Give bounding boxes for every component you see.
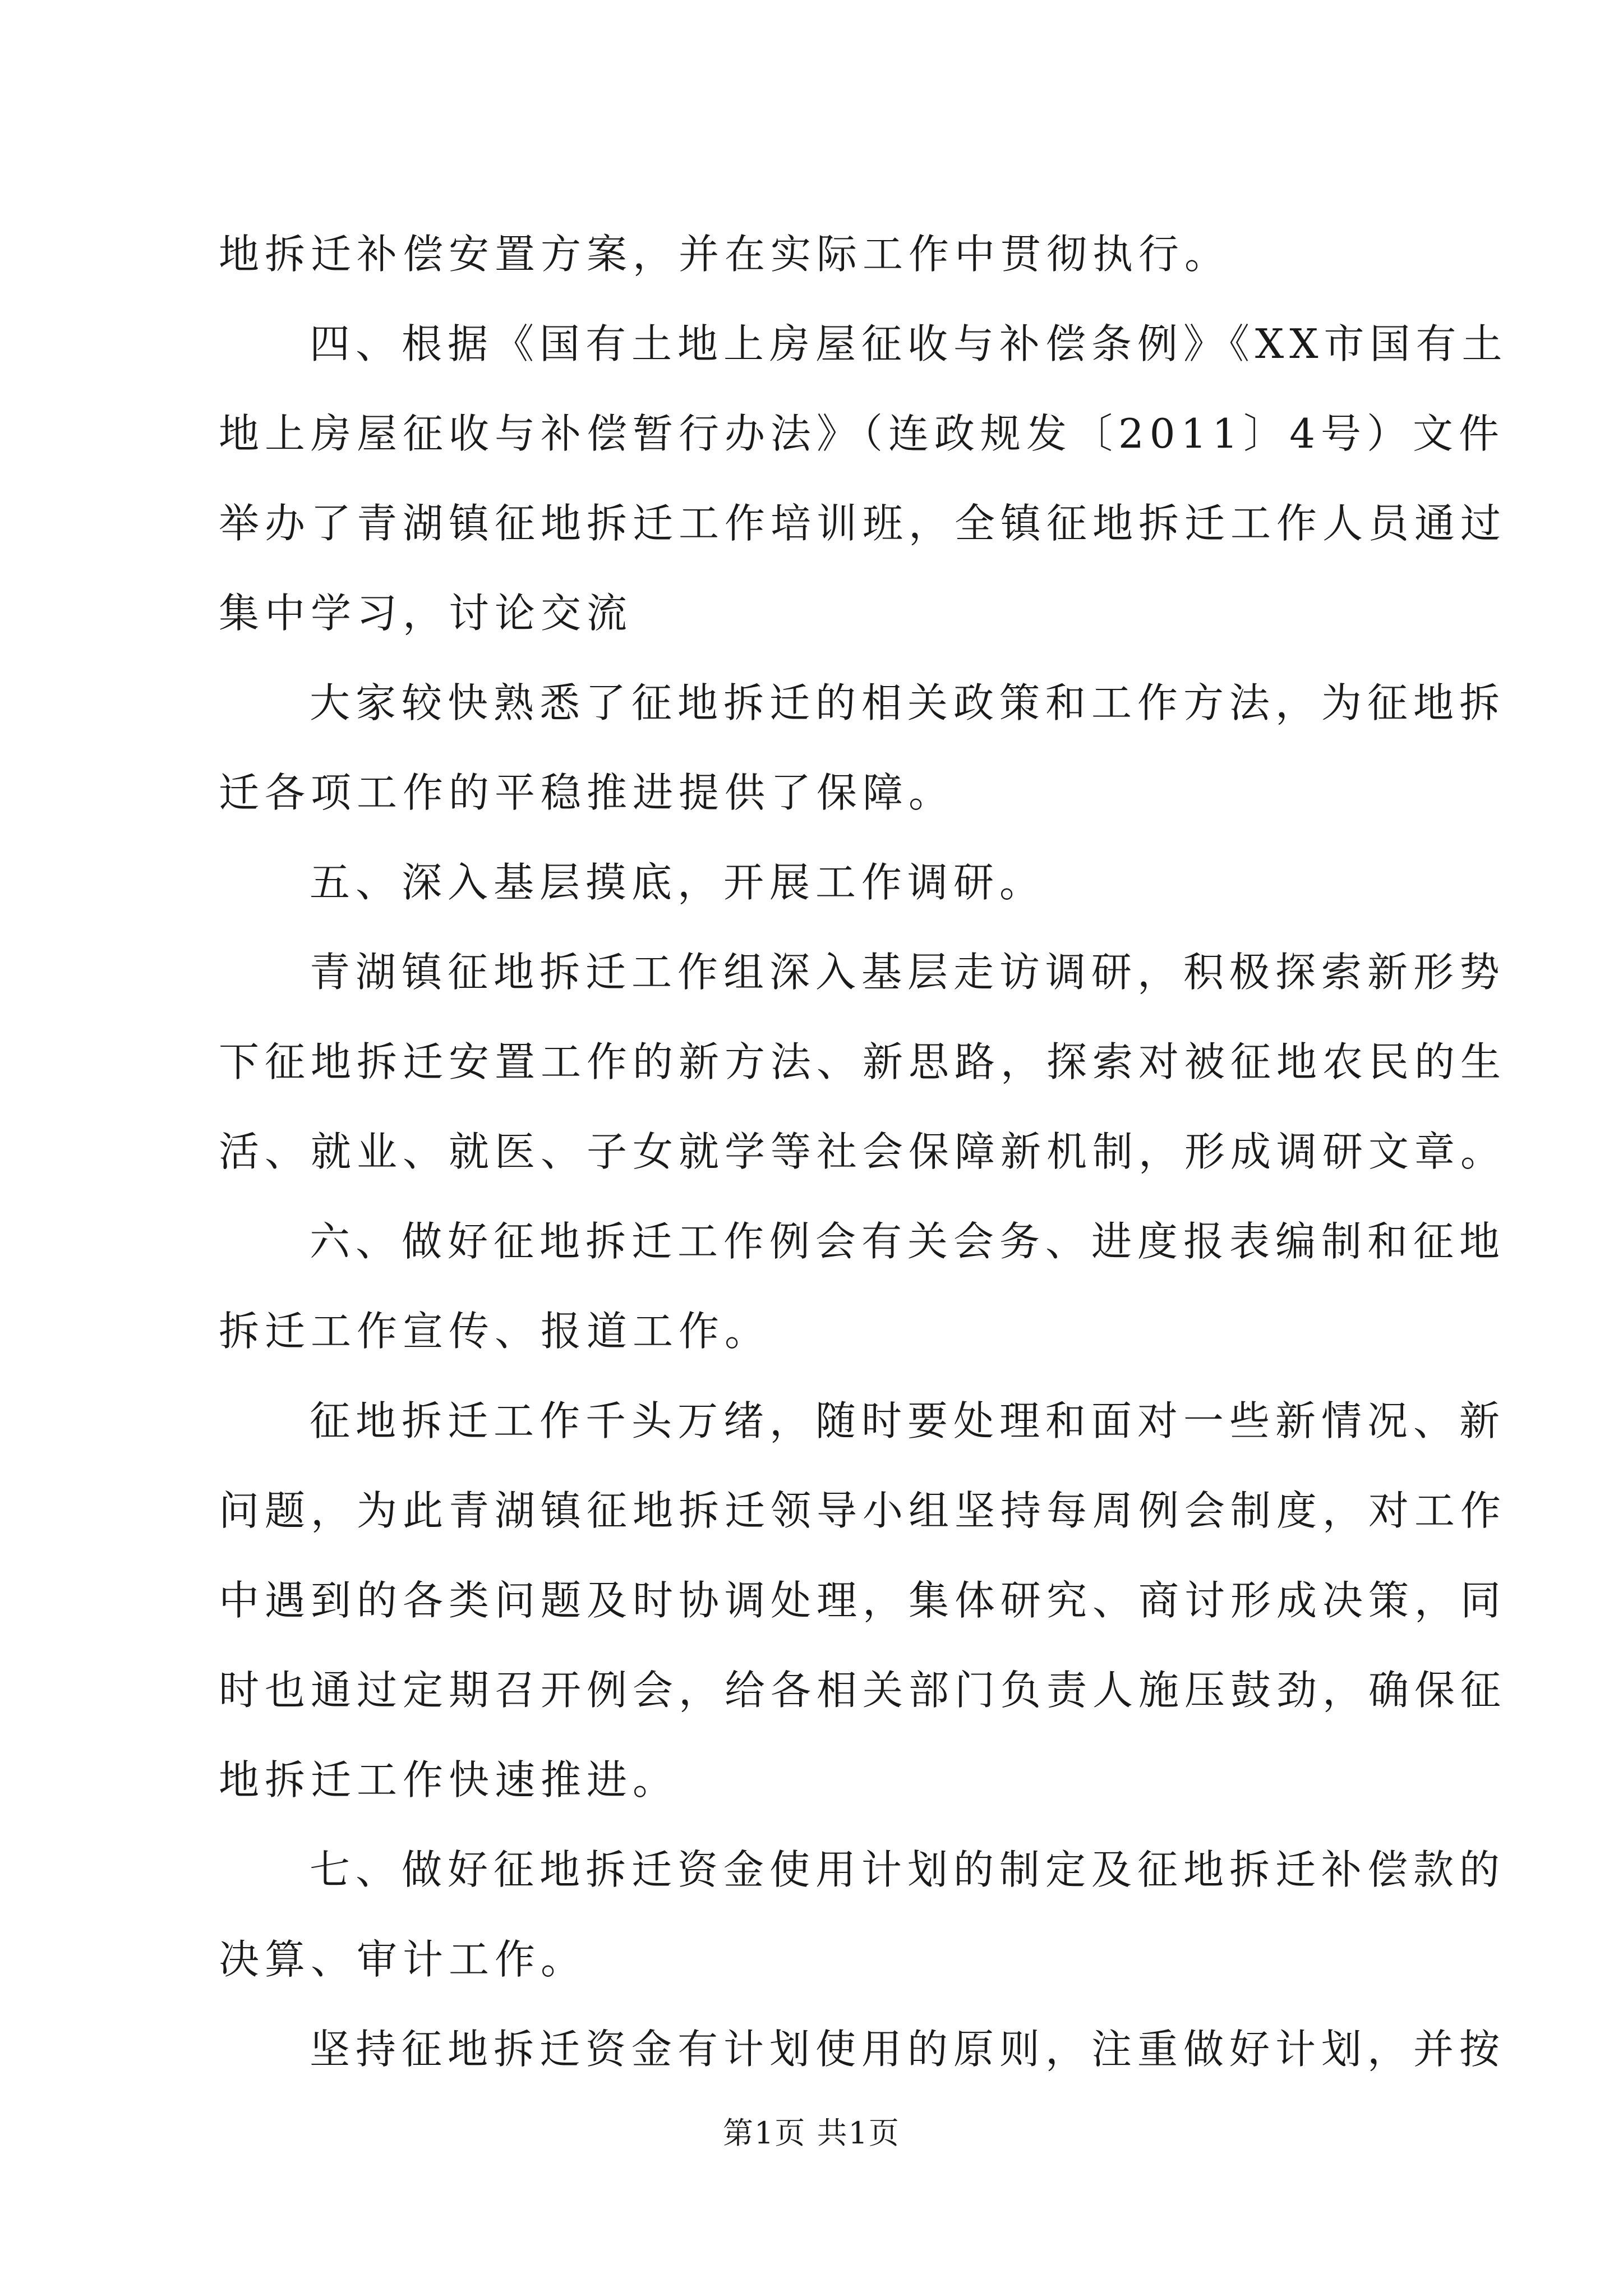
text-line: 决算、审计工作。 [219,1936,587,1983]
text-line: 地拆迁补偿安置方案，并在实际工作中贯彻执行。 [219,231,1231,278]
text-line: 举办了青湖镇征地拆迁工作培训班，全镇征地拆迁工作人员通过 [219,500,1507,547]
page-footer: 第1页 共1页 [723,2115,900,2151]
text-line: 时也通过定期召开例会，给各相关部门负责人施压鼓劲，确保征 [219,1667,1507,1714]
text-line: 坚持征地拆迁资金有计划使用的原则，注重做好计划，并按 [310,2026,1506,2073]
section-heading: 七、做好征地拆迁资金使用计划的制定及征地拆迁补偿款的 [310,1846,1506,1893]
text-line: 征地拆迁工作千头万绪，随时要处理和面对一些新情况、新 [310,1397,1506,1444]
text-line: 地上房屋征收与补偿暂行办法》（连政规发〔2011〕4号）文件 [219,410,1505,457]
text-line: 问题，为此青湖镇征地拆迁领导小组坚持每周例会制度，对工作 [219,1487,1507,1534]
text-line: 青湖镇征地拆迁工作组深入基层走访调研，积极探索新形势 [310,949,1506,996]
text-line: 中遇到的各类问题及时协调处理，集体研究、商讨形成决策，同 [219,1577,1507,1624]
text-line: 迁各项工作的平稳推进提供了保障。 [219,769,955,816]
section-heading: 五、深入基层摸底，开展工作调研。 [310,859,1046,906]
section-heading: 六、做好征地拆迁工作例会有关会务、进度报表编制和征地 [310,1218,1506,1265]
text-line: 下征地拆迁安置工作的新方法、新思路，探索对被征地农民的生 [219,1038,1507,1085]
text-line: 大家较快熟悉了征地拆迁的相关政策和工作方法，为征地拆 [310,679,1506,726]
text-line: 地拆迁工作快速推进。 [219,1756,679,1803]
text-line: 集中学习，讨论交流 [219,590,633,637]
text-line: 活、就业、就医、子女就学等社会保障新机制，形成调研文章。 [219,1128,1507,1175]
text-line: 四、根据《国有土地上房屋征收与补偿条例》《XX市国有土 [310,320,1508,367]
text-line: 拆迁工作宣传、报道工作。 [219,1308,771,1355]
